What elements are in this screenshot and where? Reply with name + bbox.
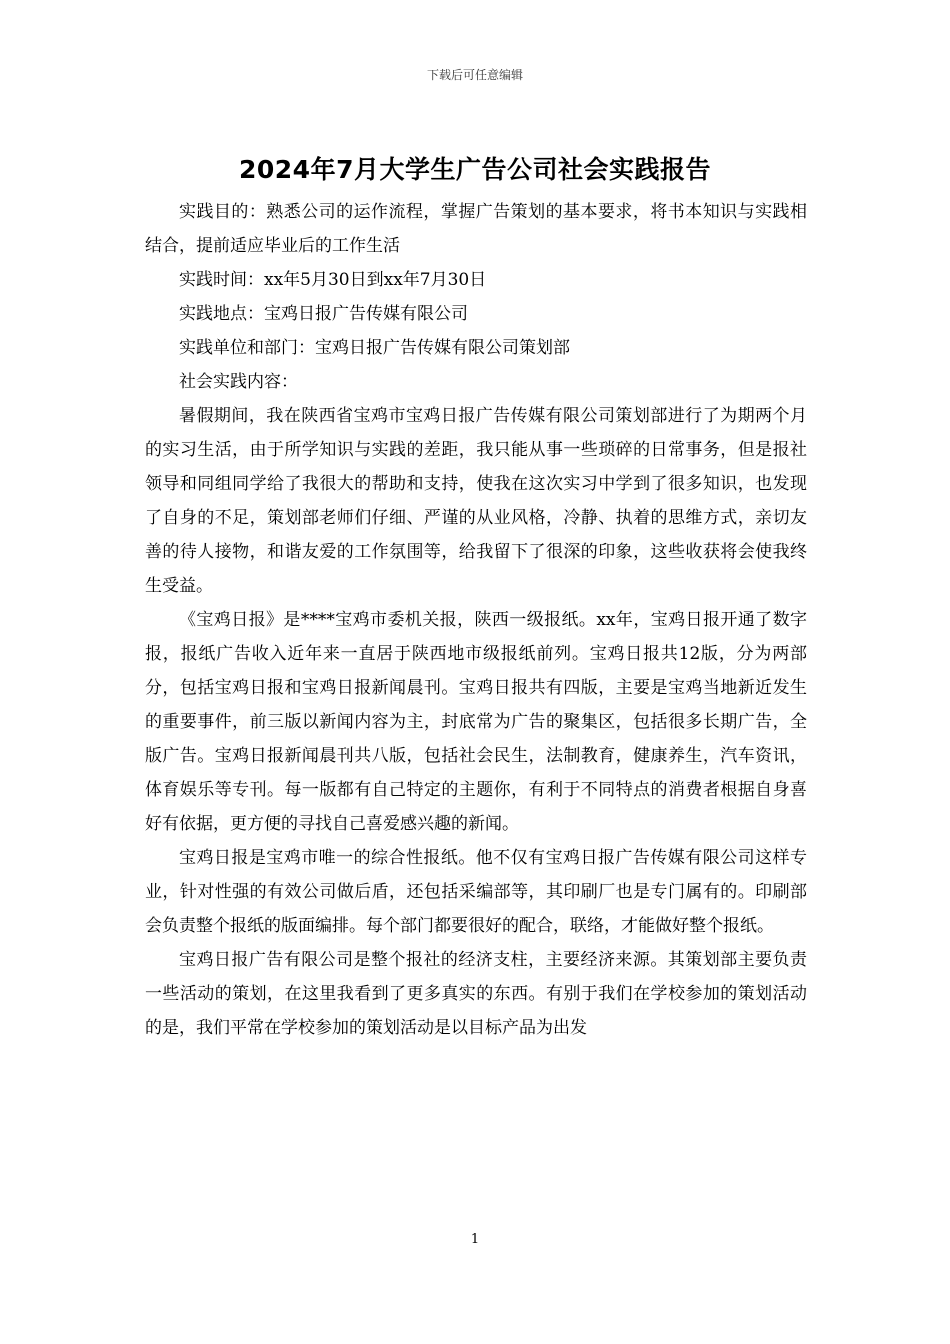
paragraph-purpose: 实践目的：熟悉公司的运作流程，掌握广告策划的基本要求，将书本知识与实践相结合，提前适应毕业后的工作生活 [145,202,807,256]
paragraph-body: 《宝鸡日报》是****宝鸡市委机关报，陕西一级报纸。xx年，宝鸡日报开通了数字报，报纸广告收入近年来一直居于陕西地市级报纸前列。宝鸡日报共12版，分为两部分，包括宝鸡日报和宝鸡日报新闻晨刊。宝鸡日报共有四版，主要是宝鸡当地新近发生的重要事件，前三版以新闻内容为主，封底常为广告的聚集区，包括很多长期广告，全版广告。宝鸡日报新闻晨刊共八版，包括社会民生，法制教育，健康养生，汽车资讯，体育娱乐等专刊。每一版都有自己特定的主题你，有利于不同特点的消费者根据自身喜好有依据，更方便的寻找自己喜爱感兴趣的新闻。 [145,610,807,834]
paragraph-content-heading: 社会实践内容： [179,372,298,392]
header-note: 下载后可任意编辑 [426,68,523,82]
page-number: 1 [470,1232,480,1247]
document-title: 2024年7月大学生广告公司社会实践报告 [239,155,711,184]
paragraph-body: 宝鸡日报广告有限公司是整个报社的经济支柱，主要经济来源。其策划部主要负责一些活动的策划，在这里我看到了更多真实的东西。有别于我们在学校参加的策划活动的是，我们平常在学校参加的策划活动是以目标产品为出发 [145,950,807,1038]
paragraph-time: 实践时间：xx年5月30日到xx年7月30日 [179,270,487,290]
paragraph-body: 宝鸡日报是宝鸡市唯一的综合性报纸。他不仅有宝鸡日报广告传媒有限公司这样专业，针对性强的有效公司做后盾，还包括采编部等，其印刷厂也是专门属有的。印刷部会负责整个报纸的版面编排。每个部门都要很好的配合，联络，才能做好整个报纸。 [145,848,807,936]
paragraph-body: 暑假期间，我在陕西省宝鸡市宝鸡日报广告传媒有限公司策划部进行了为期两个月的实习生活，由于所学知识与实践的差距，我只能从事一些琐碎的日常事务，但是报社领导和同组同学给了我很大的帮助和支持，使我在这次实习中学到了很多知识，也发现了自身的不足，策划部老师们仔细、严谨的从业风格，冷静、执着的思维方式，亲切友善的待人接物，和谐友爱的工作氛围等，给我留下了很深的印象，这些收获将会使我终生受益。 [145,406,807,596]
paragraph-location: 实践地点：宝鸡日报广告传媒有限公司 [179,304,468,324]
paragraph-unit: 实践单位和部门：宝鸡日报广告传媒有限公司策划部 [179,338,570,358]
document-body [145,195,807,1045]
